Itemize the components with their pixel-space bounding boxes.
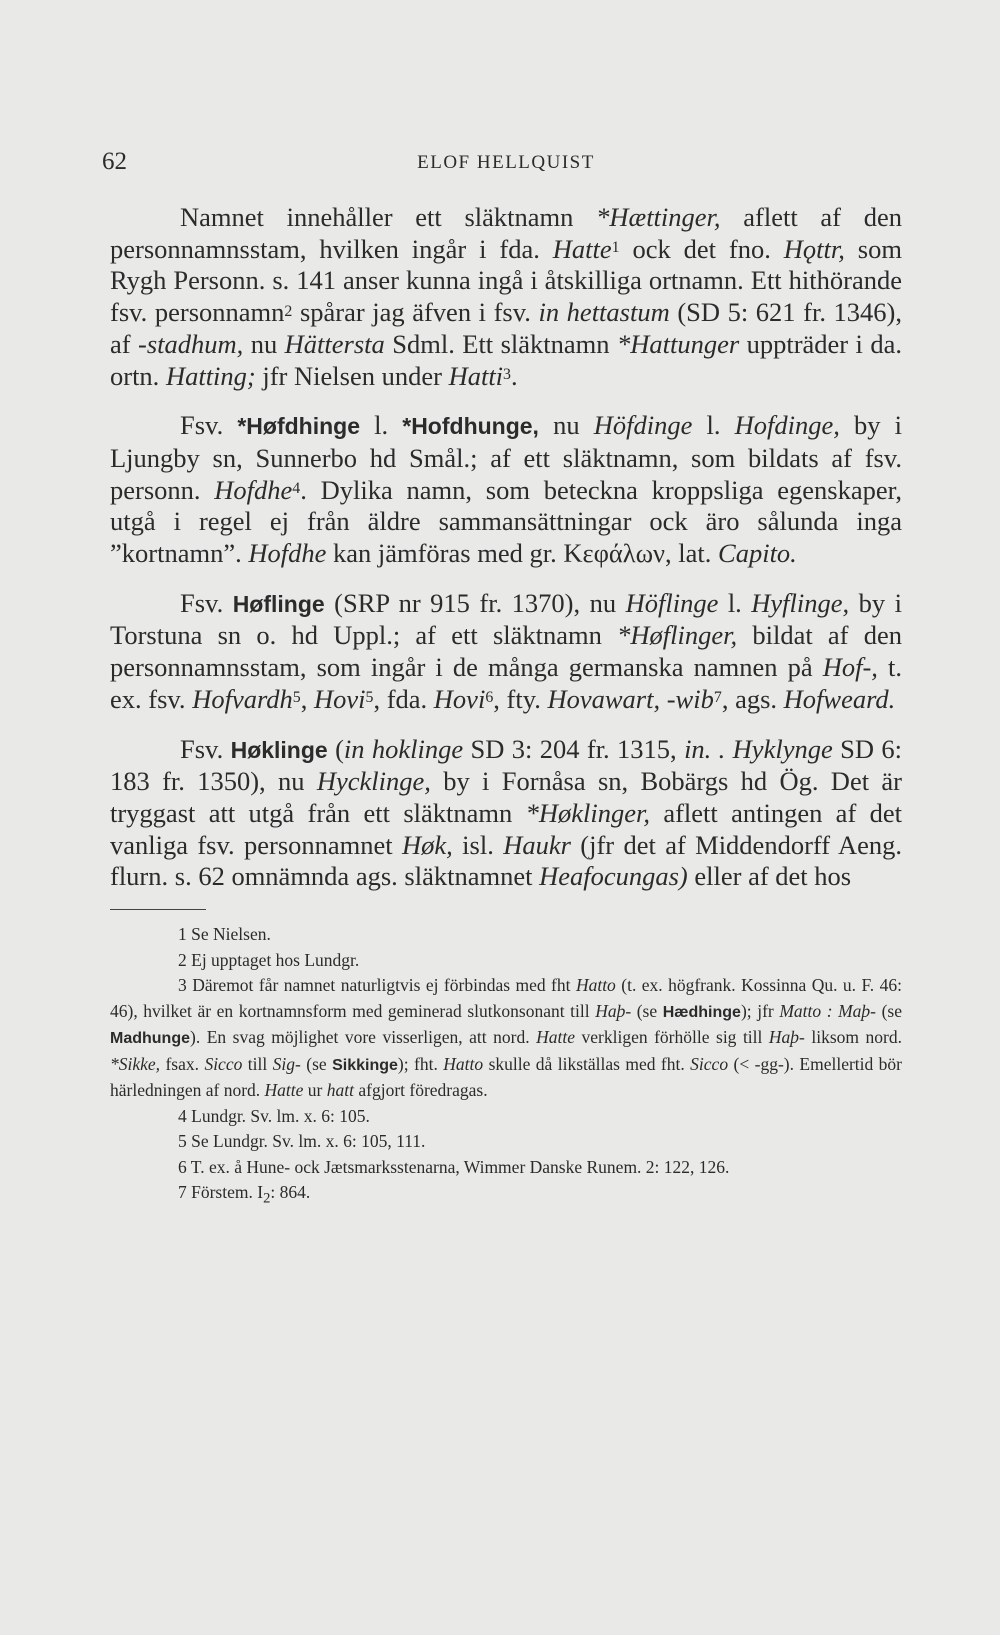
italic-term: in hoklinge [343,733,464,764]
text: spårar jag äfven i fsv. [292,297,539,328]
italic-term: Hatte [536,1027,575,1048]
text: uppträder i da. ortn. [110,328,902,391]
italic-term: Hatte [552,233,612,264]
italic-term: Hof-, [822,652,878,683]
book-page [102,140,903,1212]
text: . [511,360,518,391]
text: Fsv. [180,733,231,764]
italic-term: Hofweard. [783,683,896,714]
headword: Høklinge [230,736,328,763]
text: aflett af den personnamnsstam, hvilken ingår i fda. [110,202,902,264]
paragraph-hofdhinge [110,410,902,570]
text: , ags. [721,683,784,714]
text: ). En svag möjlighet vore visserligen, att nord. [190,1027,537,1048]
italic-term: Hofdhe [248,538,327,569]
italic-term: Hatti [448,360,504,391]
text: jfr Nielsen under [255,360,449,391]
text: (t. ex. högfrank. Kossinna Qu. u. F. 46: 46), hvilket är en kortnamnsform med geminerad slutkonsonant till [110,975,902,1021]
text: (se [876,1000,902,1021]
headword: *Hofdhunge, [402,413,539,440]
text: Namnet innehåller ett släktnamn [180,202,597,232]
italic-term: Hofdinge, [734,410,840,441]
text: by i Fornåsa sn, Bobärgs hd Ög. Det är tryggast att utgå från ett släktnamn [110,766,902,828]
italic-term: *Hattunger [616,328,740,359]
text: ( [327,733,344,764]
italic-term: Höfdinge [593,410,693,441]
italic-term: Heafocungas) [539,861,688,892]
footnote-ref: 7 [713,689,722,707]
footnote-ref: 1 [611,239,620,257]
text: , fda. [373,683,434,714]
footnote-4: 4 Lundgr. Sv. lm. x. 6: 105. [178,1105,370,1126]
paragraph-hoklinge [110,734,902,894]
text: , fty. [493,683,548,714]
italic-term: Hǫttr, [783,233,845,264]
text: l. [360,410,403,441]
text: Fsv. [180,410,238,441]
text: (jfr det af Middendorff Aeng. flurn. s. 62 omnämnda ags. släktnamnet [110,829,902,892]
paragraph-hoflinge [110,588,902,716]
text: verkligen förhölle sig till [575,1027,769,1048]
italic-term: Hatto [443,1053,484,1074]
text: skulle då likställas med fht. [483,1053,691,1074]
subscript: 2 [263,1190,271,1207]
text: SD 6: 183 fr. 1350), nu [110,733,902,797]
italic-term: Hycklinge, [316,766,431,797]
footnotes [110,922,902,1212]
footnote-2: 2 Ej upptaget hos Lundgr. [178,949,360,970]
text: till [242,1053,273,1074]
text: ock det fno. [619,233,784,264]
footnote-ref: 2 [284,302,293,320]
italic-term: Hatting; [165,360,256,391]
italic-term: Haþ- [595,1000,632,1021]
running-head: ELOF HELLQUIST [417,152,595,173]
text: Sdml. Ett släktnamn [384,328,617,359]
text: : 864. [270,1182,311,1203]
headword: Høflinge [232,590,325,617]
footnote-7 [110,1180,902,1212]
text: l. [692,410,735,441]
footnote-ref: 5 [365,689,374,707]
text: 7 Förstem. I [178,1182,264,1203]
footnote-1: 1 Se Nielsen. [178,924,271,945]
italic-term: Hyflinge, [751,587,850,618]
italic-term: hatt [326,1080,354,1101]
page-header [102,140,902,180]
text: ); fht. [397,1053,444,1074]
italic-term: *Høklinger, [525,797,650,828]
footnote-ref: 4 [292,480,301,498]
italic-term: in. . Hyklynge [684,733,833,764]
italic-term: *Hættinger, [596,202,721,232]
text: , [300,683,314,714]
italic-term: Matto : Maþ- [779,1000,877,1021]
footnote-3 [110,973,902,1104]
text: nu [538,410,594,441]
italic-term: Høk, [402,829,453,860]
text: eller af det hos [687,861,852,892]
cross-reference: Madhunge [110,1030,190,1048]
text: SD 3: 204 fr. 1315, [463,733,685,764]
text: 3 Däremot får namnet naturligtvis ej förbindas med fht [178,975,576,996]
italic-term: Hovawart, -wib [547,683,714,714]
italic-term: Hofvardh [192,683,293,714]
cross-reference: Sikkinge [332,1056,398,1074]
headword: *Høfdhinge [237,413,360,440]
italic-term: Hättersta [284,328,385,359]
text: isl. [452,829,504,860]
italic-term: Hovi [313,683,366,714]
body-text [110,202,902,893]
text: (se [631,1000,663,1021]
italic-term: -stadhum, [138,328,244,359]
text: (SRP nr 915 fr. 1370), nu [324,587,626,618]
italic-term: *Sikke, [110,1053,161,1074]
text: fsax. [160,1053,205,1074]
text: (se [300,1053,333,1074]
text: bildat af den personnamnsstam, som ingår i de många germanska namnen på [110,620,902,683]
footnote-6: 6 T. ex. å Hune- ock Jætsmarksstenarna, Wimmer Danske Runem. 2: 122, 126. [178,1156,730,1177]
text: aflett antingen af det vanliga fsv. personnamnet [110,797,902,860]
italic-term: Haþ- [768,1027,805,1048]
text: afgjort föredragas. [353,1080,488,1101]
italic-term: *Høflinger, [617,620,738,651]
italic-term: Haukr [503,829,571,860]
text: t. ex. fsv. [110,652,902,714]
italic-term: Sig- [272,1053,301,1074]
italic-term: in hettastum [538,297,670,328]
italic-term: Hatto [575,975,616,996]
page-number: 62 [102,148,127,175]
text: (SD 5: 621 fr. 1346), af [110,297,902,359]
text: nu [243,328,285,359]
text: by i Torstuna sn o. hd Uppl.; af ett släktnamn [110,587,902,651]
text: ur [303,1080,327,1101]
italic-term: Hatte [264,1080,304,1101]
italic-term: Sicco [690,1053,729,1074]
footnote-ref: 5 [292,689,301,707]
text: som Rygh Personn. s. 141 anser kunna ingå i åtskilliga ortnamn. Ett hithörande fsv. personnamn [110,233,902,328]
italic-term: Sicco [204,1053,243,1074]
text: (< -gg-). Emellertid bör härledningen af nord. [110,1053,903,1101]
text: Fsv. [180,587,233,618]
paragraph-haettinger [110,202,902,392]
text: . Dylika namn, som beteckna kroppsliga egenskaper, utgå i regel ej från äldre sammansättningar ock äro sålunda inga ”kortnamn”. [110,474,902,569]
footnote-rule [110,909,206,910]
italic-term: Hovi [433,683,486,714]
text: by i Ljungby sn, Sunnerbo hd Smål.; af ett släktnamn, som bildats af fsv. personn. [110,410,902,505]
text: ); jfr [740,1000,780,1021]
text: kan jämföras med gr. Κεφάλων, lat. [326,538,719,569]
footnote-5: 5 Se Lundgr. Sv. lm. x. 6: 105, 111. [178,1131,426,1152]
cross-reference: Hædhinge [662,1003,741,1021]
italic-term: Hofdhe [214,474,293,505]
footnote-ref: 3 [503,365,511,383]
text: l. [718,587,752,618]
text: liksom nord. [804,1027,902,1048]
italic-term: Capito. [718,538,797,569]
footnote-ref: 6 [485,689,494,707]
italic-term: Höflinge [625,587,719,618]
